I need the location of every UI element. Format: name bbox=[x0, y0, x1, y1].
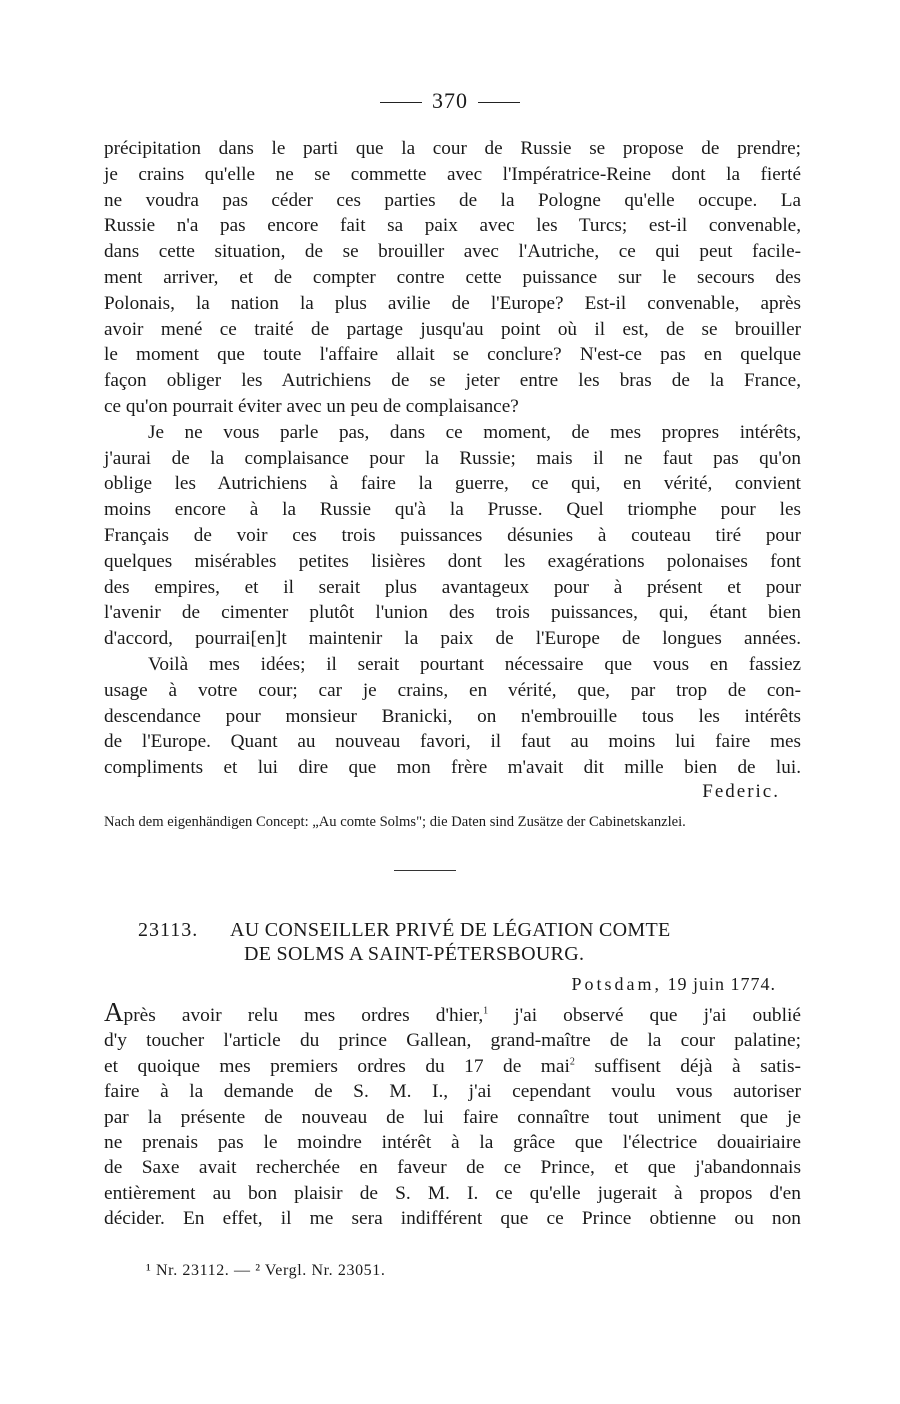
text-line: je crains qu'elle ne se commette avec l'Impératrice-Reine dont la fierté bbox=[104, 163, 801, 185]
text-line: Je ne vous parle pas, dans ce moment, de mes propres intérêts, bbox=[148, 421, 801, 443]
text-line: de Saxe avait recherchée en faveur de ce Prince, et que j'abandonnais bbox=[104, 1157, 801, 1179]
text-line: usage à votre cour; car je crains, en vérité, que, par trop de con- bbox=[104, 679, 801, 701]
text-line-with-note bbox=[104, 1054, 801, 1079]
text-line: l'avenir de cimenter plutôt l'union des trois puissances, qui, étant bien bbox=[104, 602, 801, 624]
text-line: ment arriver, et de compter contre cette puissance sur le secours des bbox=[104, 266, 801, 288]
text-line: par la présente de nouveau de lui faire connaître tout uniment que je bbox=[104, 1106, 801, 1128]
text-line-part: suffisent déjà à satis- bbox=[594, 1055, 801, 1077]
text-line: d'accord, pourrai[en]t maintenir la paix de l'Europe de longues années. bbox=[104, 628, 801, 650]
text-line: oblige les Autrichiens à faire la guerre, ce qui, en vérité, convient bbox=[104, 473, 801, 495]
letter-continuation-body bbox=[104, 136, 801, 781]
folio-dash-left bbox=[380, 102, 422, 103]
page-number-text: 370 bbox=[432, 88, 468, 113]
text-line: Français de voir ces trois puissances désunies à couteau tiré pour bbox=[104, 524, 801, 546]
section-divider bbox=[394, 870, 456, 871]
text-line: compliments et lui dire que mon frère m'avait dit mille bien de lui. bbox=[104, 757, 801, 779]
text-line: Polonais, la nation la plus avilie de l'Europe? Est-il convenable, après bbox=[104, 292, 801, 314]
dateline-place: Potsdam, bbox=[571, 974, 662, 994]
text-line: moins encore à la Russie qu'à la Prusse. Quel triomphe pour les bbox=[104, 499, 801, 521]
footnote-marker: 1 bbox=[483, 1005, 489, 1017]
text-line: faire à la demande de S. M. I., j'ai cependant voulu vous autoriser bbox=[104, 1081, 801, 1103]
heading-line-2: DE SOLMS A SAINT-PÉTERSBOURG. bbox=[244, 943, 585, 965]
text-line: de l'Europe. Quant au nouveau favori, il faut au moins lui faire mes bbox=[104, 731, 801, 753]
text-line: avoir mené ce traité de partage jusqu'au point où il est, de se brouiller bbox=[104, 318, 801, 340]
text-line: ce qu'on pourrait éviter avec un peu de complaisance? bbox=[104, 395, 519, 417]
dateline bbox=[571, 974, 776, 995]
text-line: ne voudra pas céder ces parties de la Pologne qu'elle occupe. La bbox=[104, 189, 801, 211]
folio-dash-right bbox=[478, 102, 520, 103]
page-number bbox=[0, 88, 900, 114]
document-number: 23113. bbox=[138, 919, 199, 941]
text-line: précipitation dans le parti que la cour de Russie se propose de prendre; bbox=[104, 138, 801, 159]
footnotes: ¹ Nr. 23112. — ² Vergl. Nr. 23051. bbox=[146, 1262, 386, 1279]
text-line-first bbox=[104, 997, 801, 1028]
text-line: entièrement au bon plaisir de S. M. I. ce qu'elle jugerait à propos d'en bbox=[104, 1182, 801, 1204]
text-line: quelques misérables petites lisières dont les exagérations polonaises font bbox=[104, 550, 801, 572]
text-line: j'aurai de la complaisance pour la Russie; mais il ne faut pas qu'on bbox=[104, 447, 801, 469]
text-line: Voilà mes idées; il serait pourtant nécessaire que vous en fassiez bbox=[148, 653, 801, 675]
text-line: d'y toucher l'article du prince Gallean, grand-maître de la cour palatine; bbox=[104, 1030, 801, 1052]
drop-cap: A bbox=[104, 997, 124, 1027]
text-line: des empires, et il serait plus avantageux pour à présent et pour bbox=[104, 576, 801, 598]
text-line: façon obliger les Autrichiens de se jeter entre les bras de la France, bbox=[104, 370, 801, 392]
text-line: décider. En effet, il me sera indifférent que ce Prince obtienne ou non bbox=[104, 1208, 801, 1230]
text-line-part: j'ai observé que j'ai oublié bbox=[514, 1005, 801, 1026]
text-line: descendance pour monsieur Branicki, on n'embrouille tous les intérêts bbox=[104, 705, 801, 727]
signature: Federic. bbox=[702, 781, 780, 802]
heading-line-1: AU CONSEILLER PRIVÉ DE LÉGATION COMTE bbox=[230, 919, 671, 941]
text-line: le moment que toute l'affaire allait se conclure? N'est-ce pas en quelque bbox=[104, 344, 801, 366]
text-line-part: près avoir relu mes ordres d'hier, bbox=[123, 1005, 484, 1026]
letter-body bbox=[104, 997, 801, 1232]
source-note: Nach dem eigenhändigen Concept: „Au comte Solms"; die Daten sind Zusätze der Cabinetskanzlei. bbox=[104, 814, 686, 830]
text-line-part: et quoique mes premiers ordres du 17 de mai bbox=[104, 1055, 570, 1077]
text-line: Russie n'a pas encore fait sa paix avec les Turcs; est-il convenable, bbox=[104, 215, 801, 237]
footnote-marker: 2 bbox=[569, 1056, 575, 1068]
text-line: dans cette situation, de se brouiller avec l'Autriche, ce qui peut facile- bbox=[104, 241, 801, 263]
text-line: ne prenais pas le moindre intérêt à la grâce que l'électrice douairiaire bbox=[104, 1132, 801, 1154]
dateline-date: 19 juin 1774. bbox=[667, 974, 776, 994]
